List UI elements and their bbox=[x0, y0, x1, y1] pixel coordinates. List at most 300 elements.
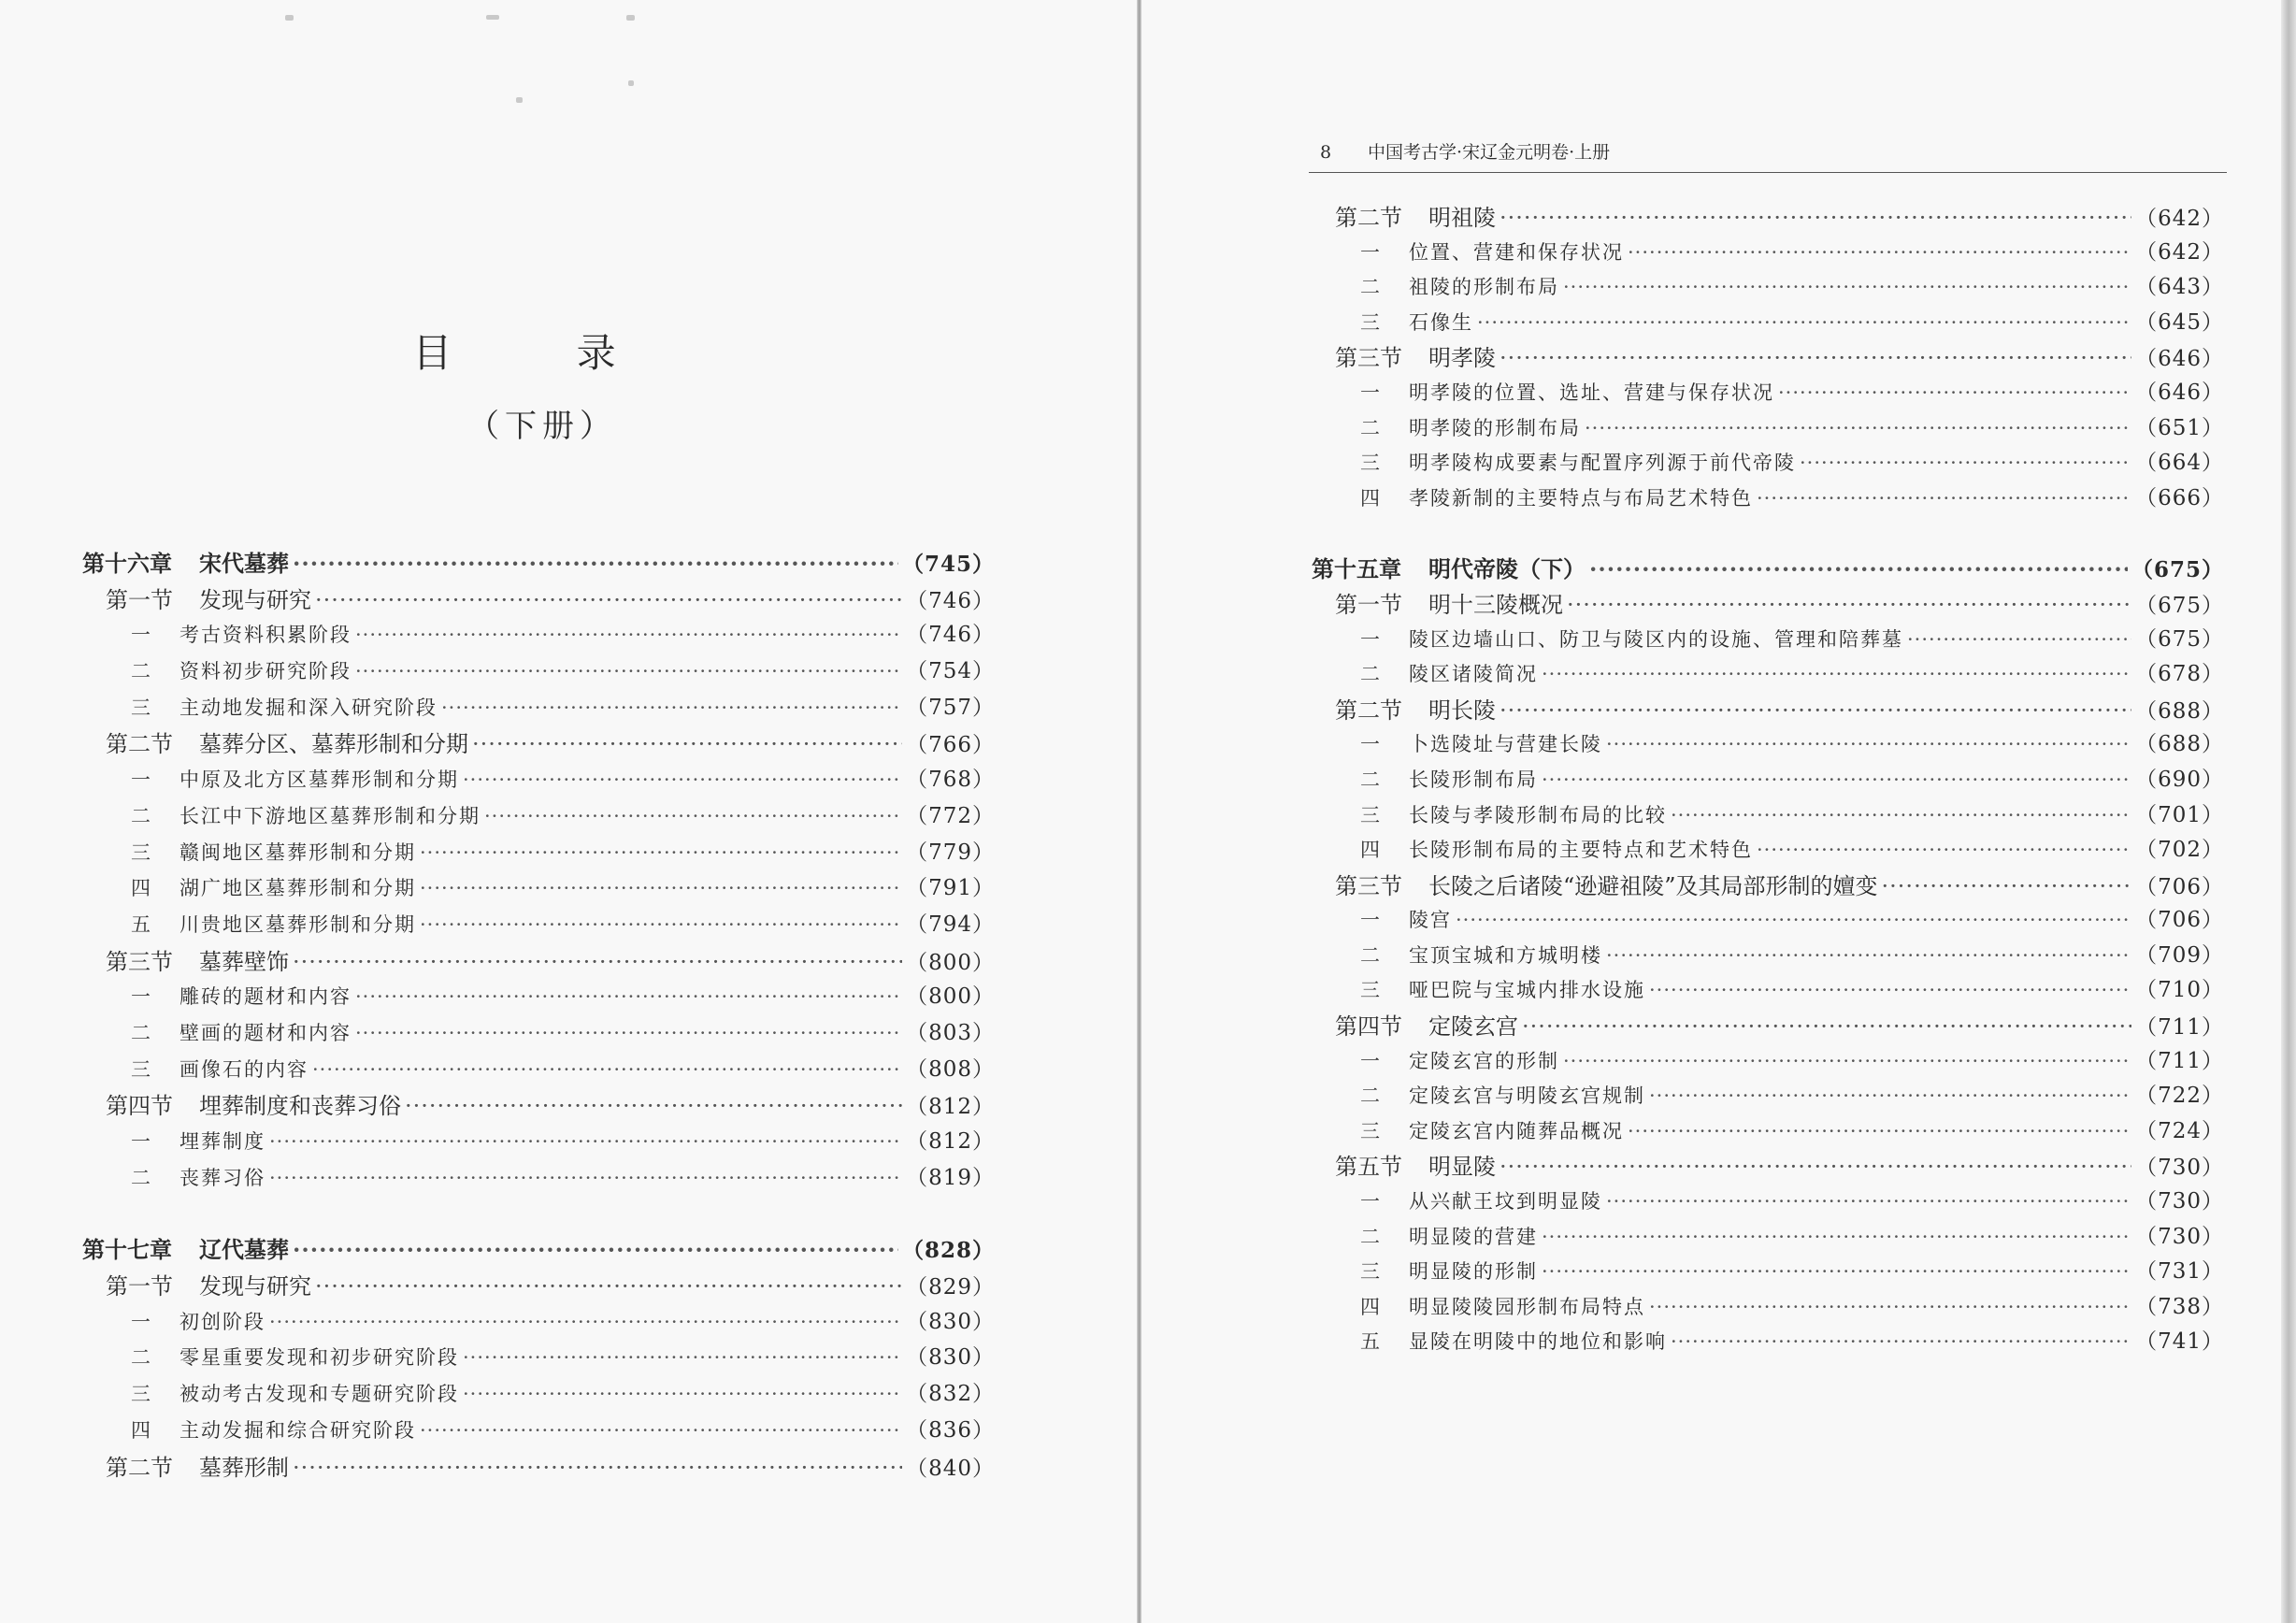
toc-entry-number: 四 bbox=[1360, 1295, 1382, 1318]
toc-entry-number: 二 bbox=[1360, 768, 1382, 791]
toc-entry-number: 二 bbox=[131, 1021, 152, 1044]
toc-leader-dots bbox=[420, 1419, 902, 1442]
toc-entry-title: 发现与研究 bbox=[199, 1273, 311, 1300]
toc-entry-number: 三 bbox=[1360, 452, 1382, 475]
toc-item-entry[interactable] bbox=[82, 1160, 995, 1197]
toc-entry-page: （690） bbox=[2135, 767, 2224, 792]
toc-gap bbox=[1312, 515, 2224, 551]
page-edge bbox=[2281, 0, 2296, 1623]
toc-entry-title: 陵区诸陵简况 bbox=[1409, 663, 1538, 686]
toc-leader-dots bbox=[1542, 768, 2131, 791]
toc-item-entry[interactable] bbox=[1312, 445, 2224, 481]
toc-leader-dots bbox=[1671, 804, 2131, 826]
toc-leader-dots bbox=[1542, 1226, 2131, 1248]
toc-entry-title: 画像石的内容 bbox=[179, 1057, 309, 1081]
toc-leader-dots bbox=[1456, 909, 2131, 931]
toc-entry-page: （738） bbox=[2135, 1294, 2224, 1319]
toc-entry-title: 明十三陵概况 bbox=[1428, 591, 1563, 618]
toc-subtitle: （下册） bbox=[467, 408, 617, 445]
toc-entry-number: 四 bbox=[1360, 839, 1382, 862]
left-page bbox=[0, 0, 1139, 1623]
toc-entry-title: 定陵玄宫与明陵玄宫规制 bbox=[1409, 1084, 1645, 1108]
toc-entry-page: （710） bbox=[2135, 978, 2224, 1003]
toc-entry-title: 哑巴院与宝城内排水设施 bbox=[1409, 979, 1645, 1002]
toc-leader-dots bbox=[484, 805, 902, 827]
toc-leader-dots bbox=[1757, 487, 2131, 510]
toc-entry-title: 壁画的题材和内容 bbox=[179, 1021, 352, 1044]
toc-entry-title: 长陵与孝陵形制布局的比较 bbox=[1409, 803, 1667, 826]
toc-section-entry[interactable] bbox=[1312, 868, 2224, 903]
toc-leader-dots bbox=[269, 1130, 902, 1153]
toc-entry-title: 明孝陵的形制布局 bbox=[1409, 416, 1581, 439]
toc-entry-title: 丧葬习俗 bbox=[179, 1166, 265, 1189]
toc-entry-number: 三 bbox=[1360, 310, 1382, 334]
toc-leader-dots bbox=[355, 624, 902, 646]
toc-leader-dots bbox=[269, 1311, 902, 1333]
toc-leader-dots bbox=[1542, 663, 2131, 685]
toc-entry-number: 三 bbox=[131, 696, 152, 719]
toc-entry-number: 二 bbox=[131, 660, 152, 683]
toc-leader-dots bbox=[1757, 839, 2131, 861]
toc-entry-title: 墓葬壁饰 bbox=[199, 948, 289, 975]
toc-leader-dots bbox=[315, 587, 902, 613]
toc-entry-number: 三 bbox=[1360, 1260, 1382, 1284]
toc-leader-dots bbox=[1649, 1084, 2131, 1107]
toc-entry-page: （794） bbox=[906, 912, 995, 937]
toc-entry-title: 湖广地区墓葬形制和分期 bbox=[179, 877, 416, 900]
toc-entry-number: 第四节 bbox=[1335, 1013, 1402, 1041]
toc-entry-page: （643） bbox=[2135, 275, 2224, 300]
toc-section-entry[interactable] bbox=[82, 1087, 995, 1124]
toc-entry-number: 第十六章 bbox=[82, 550, 172, 577]
toc-entry-number: 五 bbox=[1360, 1330, 1382, 1354]
toc-leader-dots bbox=[269, 1167, 902, 1189]
toc-entry-title: 主动发掘和综合研究阶段 bbox=[179, 1418, 416, 1442]
toc-leader-dots bbox=[1778, 381, 2131, 404]
toc-item-entry[interactable] bbox=[1312, 1219, 2224, 1255]
toc-entry-page: （757） bbox=[906, 695, 995, 720]
toc-entry-page: （675） bbox=[2135, 626, 2224, 652]
toc-entry-number: 第二节 bbox=[106, 731, 173, 758]
toc-entry-page: （711） bbox=[2135, 1015, 2224, 1041]
toc-entry-number: 三 bbox=[131, 1057, 152, 1081]
toc-leader-dots bbox=[420, 877, 902, 899]
toc-entry-title: 初创阶段 bbox=[179, 1310, 265, 1333]
toc-entry-number: 二 bbox=[131, 804, 152, 827]
toc-entry-page: （675） bbox=[2131, 557, 2224, 583]
toc-entry-page: （772） bbox=[906, 803, 995, 828]
toc-item-entry[interactable] bbox=[1312, 269, 2224, 305]
toc-entry-number: 第三节 bbox=[106, 948, 173, 975]
toc-entry-page: （766） bbox=[906, 733, 995, 758]
toc-entry-number: 第二节 bbox=[106, 1454, 173, 1481]
toc-section-entry[interactable] bbox=[82, 1268, 995, 1304]
toc-entry-title: 明祖陵 bbox=[1428, 205, 1496, 231]
toc-entry-page: （812） bbox=[906, 1129, 995, 1154]
toc-item-entry[interactable] bbox=[1312, 481, 2224, 516]
toc-entry-number: 二 bbox=[131, 1166, 152, 1189]
toc-entry-title: 发现与研究 bbox=[199, 586, 311, 613]
toc-entry-title: 赣闽地区墓葬形制和分期 bbox=[179, 840, 416, 864]
toc-entry-page: （651） bbox=[2135, 415, 2224, 440]
toc-entry-page: （803） bbox=[906, 1020, 995, 1045]
toc-leader-dots bbox=[1800, 452, 2131, 474]
toc-item-entry[interactable] bbox=[1312, 656, 2224, 692]
toc-leader-dots bbox=[405, 1093, 902, 1119]
toc-leader-dots bbox=[1567, 592, 2131, 618]
toc-entry-number: 二 bbox=[1360, 663, 1382, 686]
toc-item-entry[interactable] bbox=[82, 690, 995, 726]
toc-entry-title: 祖陵的形制布局 bbox=[1409, 276, 1559, 299]
toc-entry-number: 四 bbox=[131, 877, 152, 900]
toc-entry-number: 一 bbox=[131, 1130, 152, 1153]
toc-entry-number: 第十五章 bbox=[1312, 555, 1401, 583]
toc-item-entry[interactable] bbox=[82, 654, 995, 690]
toc-entry-number: 第十七章 bbox=[82, 1236, 172, 1264]
toc-leader-dots bbox=[1882, 873, 2132, 899]
toc-entry-title: 辽代墓葬 bbox=[199, 1236, 289, 1264]
toc-entry-title: 川贵地区墓葬形制和分期 bbox=[179, 912, 416, 936]
toc-chapter-entry[interactable] bbox=[82, 545, 995, 582]
scan-speck bbox=[626, 15, 635, 21]
toc-entry-title: 被动考古发现和专题研究阶段 bbox=[179, 1383, 459, 1406]
toc-entry-page: （840） bbox=[906, 1456, 995, 1481]
toc-entry-page: （731） bbox=[2135, 1259, 2224, 1285]
toc-entry-number: 五 bbox=[131, 912, 152, 936]
toc-section-entry[interactable] bbox=[82, 943, 995, 980]
toc-entry-number: 三 bbox=[1360, 803, 1382, 826]
toc-leader-dots bbox=[472, 731, 902, 757]
toc-entry-number: 第一节 bbox=[106, 1273, 173, 1300]
toc-entry-number: 第三节 bbox=[1335, 872, 1402, 899]
toc-section-entry[interactable] bbox=[82, 582, 995, 618]
toc-entry-page: （832） bbox=[906, 1382, 995, 1407]
toc-item-entry[interactable] bbox=[1312, 972, 2224, 1008]
toc-section-entry[interactable] bbox=[1312, 339, 2224, 375]
toc-section-entry[interactable] bbox=[1312, 692, 2224, 727]
toc-leader-dots bbox=[293, 1455, 902, 1481]
toc-entry-page: （812） bbox=[906, 1095, 995, 1120]
toc-entry-title: 定陵玄宫 bbox=[1428, 1013, 1518, 1041]
toc-item-entry[interactable] bbox=[82, 762, 995, 798]
toc-leader-dots bbox=[293, 1236, 898, 1263]
toc-section-entry[interactable] bbox=[82, 1449, 995, 1486]
toc-entry-title: 墓葬分区、墓葬形制和分期 bbox=[199, 731, 468, 758]
toc-item-entry[interactable] bbox=[1312, 1184, 2224, 1219]
toc-entry-page: （830） bbox=[906, 1345, 995, 1371]
toc-entry-page: （711） bbox=[2135, 1048, 2224, 1073]
toc-entry-page: （830） bbox=[906, 1309, 995, 1334]
toc-entry-title: 长江中下游地区墓葬形制和分期 bbox=[179, 804, 481, 827]
toc-title: 目 录 bbox=[412, 330, 672, 376]
toc-entry-title: 明显陵的营建 bbox=[1409, 1225, 1538, 1248]
toc-entry-title: 陵区边墙山口、防卫与陵区内的设施、管理和陪葬墓 bbox=[1409, 627, 1903, 651]
toc-entry-page: （645） bbox=[2135, 309, 2224, 335]
toc-entry-title: 考古资料积累阶段 bbox=[179, 624, 352, 647]
toc-entry-page: （779） bbox=[906, 840, 995, 865]
toc-entry-page: （768） bbox=[906, 768, 995, 793]
toc-entry-number: 二 bbox=[1360, 416, 1382, 439]
toc-entry-number: 一 bbox=[1360, 909, 1382, 932]
scan-speck bbox=[628, 80, 634, 86]
toc-entry-title: 零星重要发现和初步研究阶段 bbox=[179, 1346, 459, 1370]
toc-leader-dots bbox=[1606, 733, 2131, 755]
toc-entry-title: 主动地发掘和深入研究阶段 bbox=[179, 696, 438, 719]
toc-entry-page: （724） bbox=[2135, 1118, 2224, 1143]
toc-entry-page: （800） bbox=[906, 984, 995, 1010]
toc-item-entry[interactable] bbox=[82, 1413, 995, 1449]
toc-item-entry[interactable] bbox=[1312, 797, 2224, 833]
toc-leader-dots bbox=[1585, 417, 2131, 439]
scan-speck bbox=[516, 97, 523, 103]
toc-entry-number: 一 bbox=[131, 985, 152, 1009]
toc-entry-number: 二 bbox=[1360, 1225, 1382, 1248]
toc-entry-page: （688） bbox=[2135, 732, 2224, 757]
toc-item-entry[interactable] bbox=[1312, 726, 2224, 762]
toc-entry-title: 长陵形制布局 bbox=[1409, 768, 1538, 791]
toc-entry-page: （746） bbox=[906, 588, 995, 613]
toc-entry-number: 四 bbox=[131, 1418, 152, 1442]
toc-item-entry[interactable] bbox=[1312, 410, 2224, 446]
toc-entry-number: 一 bbox=[1360, 627, 1382, 651]
toc-leader-dots bbox=[1628, 241, 2131, 264]
toc-chapter-entry[interactable] bbox=[1312, 551, 2224, 586]
toc-entry-number: 第一节 bbox=[1335, 591, 1402, 618]
toc-leader-dots bbox=[1500, 697, 2131, 724]
toc-item-entry[interactable] bbox=[1312, 762, 2224, 797]
header-page-number: 8 bbox=[1320, 142, 1332, 163]
toc-leader-dots bbox=[1649, 1296, 2131, 1318]
toc-entry-page: （800） bbox=[906, 950, 995, 975]
scan-speck bbox=[285, 15, 294, 21]
toc-leader-dots bbox=[293, 949, 902, 975]
toc-entry-title: 卜选陵址与营建长陵 bbox=[1409, 733, 1602, 756]
toc-entry-number: 三 bbox=[131, 1383, 152, 1406]
toc-item-entry[interactable] bbox=[82, 979, 995, 1015]
toc-item-entry[interactable] bbox=[1312, 1324, 2224, 1359]
toc-entry-page: （706） bbox=[2135, 908, 2224, 933]
toc-entry-page: （745） bbox=[901, 552, 995, 577]
toc-item-entry[interactable] bbox=[82, 1376, 995, 1413]
toc-entry-title: 埋葬制度和丧葬习俗 bbox=[199, 1093, 401, 1120]
toc-entry-page: （828） bbox=[901, 1238, 995, 1264]
toc-entry-number: 第一节 bbox=[106, 586, 173, 613]
toc-section-entry[interactable] bbox=[1312, 199, 2224, 235]
toc-entry-title: 显陵在明陵中的地位和影响 bbox=[1409, 1330, 1667, 1354]
toc-entry-number: 二 bbox=[1360, 1084, 1382, 1108]
toc-entry-title: 从兴献王坟到明显陵 bbox=[1409, 1190, 1602, 1214]
toc-entry-page: （701） bbox=[2135, 802, 2224, 827]
toc-entry-number: 第二节 bbox=[1335, 697, 1402, 724]
toc-leader-dots bbox=[355, 1022, 902, 1044]
toc-entry-page: （754） bbox=[906, 659, 995, 684]
toc-list-right bbox=[1312, 199, 2224, 1359]
toc-item-entry[interactable] bbox=[82, 1124, 995, 1160]
toc-entry-page: （730） bbox=[2135, 1189, 2224, 1214]
toc-entry-title: 墓葬形制 bbox=[199, 1454, 289, 1481]
toc-leader-dots bbox=[355, 985, 902, 1008]
toc-entry-number: 一 bbox=[131, 624, 152, 647]
toc-item-entry[interactable] bbox=[82, 798, 995, 835]
toc-entry-page: （746） bbox=[906, 623, 995, 648]
toc-entry-number: 二 bbox=[1360, 943, 1382, 967]
toc-entry-title: 长陵之后诸陵“逊避祖陵”及其局部形制的嬗变 bbox=[1428, 872, 1878, 899]
toc-entry-title: 石像生 bbox=[1409, 310, 1473, 334]
book-gutter bbox=[1137, 0, 1141, 1623]
toc-entry-page: （709） bbox=[2135, 942, 2224, 968]
toc-leader-dots bbox=[1628, 1120, 2131, 1142]
toc-leader-dots bbox=[441, 697, 902, 719]
toc-leader-dots bbox=[1563, 276, 2131, 298]
toc-leader-dots bbox=[1477, 311, 2131, 334]
toc-item-entry[interactable] bbox=[82, 907, 995, 943]
toc-leader-dots bbox=[1589, 555, 2128, 582]
toc-leader-dots bbox=[1606, 1190, 2131, 1213]
toc-entry-title: 宝顶宝城和方城明楼 bbox=[1409, 943, 1602, 967]
toc-leader-dots bbox=[420, 913, 902, 936]
toc-gap bbox=[82, 1196, 995, 1231]
toc-entry-title: 陵宫 bbox=[1409, 909, 1452, 932]
running-header bbox=[1309, 138, 2227, 173]
toc-entry-page: （678） bbox=[2135, 662, 2224, 687]
toc-item-entry[interactable] bbox=[1312, 305, 2224, 340]
toc-entry-page: （642） bbox=[2135, 207, 2224, 231]
toc-entry-title: 雕砖的题材和内容 bbox=[179, 985, 352, 1009]
toc-item-entry[interactable] bbox=[1312, 1078, 2224, 1113]
toc-entry-page: （642） bbox=[2135, 239, 2224, 265]
toc-entry-page: （706） bbox=[2135, 874, 2224, 899]
toc-leader-dots bbox=[1522, 1013, 2131, 1040]
toc-entry-page: （722） bbox=[2135, 1084, 2224, 1109]
toc-entry-title: 位置、营建和保存状况 bbox=[1409, 240, 1624, 264]
toc-leader-dots bbox=[293, 550, 898, 577]
toc-entry-number: 第五节 bbox=[1335, 1154, 1402, 1181]
toc-entry-title: 长陵形制布局的主要特点和艺术特色 bbox=[1409, 839, 1753, 862]
toc-leader-dots bbox=[1649, 979, 2131, 1001]
toc-entry-number: 一 bbox=[1360, 240, 1382, 264]
toc-item-entry[interactable] bbox=[1312, 622, 2224, 657]
toc-item-entry[interactable] bbox=[82, 1015, 995, 1052]
scan-speck bbox=[486, 15, 499, 20]
toc-leader-dots bbox=[1606, 944, 2131, 967]
toc-item-entry[interactable] bbox=[82, 1340, 995, 1376]
toc-item-entry[interactable] bbox=[82, 1052, 995, 1088]
toc-leader-dots bbox=[312, 1058, 902, 1081]
toc-entry-title: 明孝陵构成要素与配置序列源于前代帝陵 bbox=[1409, 452, 1796, 475]
toc-entry-number: 一 bbox=[1360, 733, 1382, 756]
toc-item-entry[interactable] bbox=[82, 835, 995, 871]
toc-entry-title: 明孝陵 bbox=[1428, 345, 1496, 372]
toc-entry-page: （646） bbox=[2135, 347, 2224, 372]
toc-leader-dots bbox=[463, 768, 902, 791]
toc-entry-number: 四 bbox=[1360, 486, 1382, 510]
toc-entry-page: （829） bbox=[906, 1275, 995, 1300]
toc-item-entry[interactable] bbox=[1312, 1289, 2224, 1325]
toc-entry-page: （730） bbox=[2135, 1156, 2224, 1181]
toc-entry-number: 三 bbox=[131, 840, 152, 864]
toc-leader-dots bbox=[1500, 1154, 2131, 1180]
toc-entry-page: （730） bbox=[2135, 1224, 2224, 1249]
toc-item-entry[interactable] bbox=[1312, 902, 2224, 938]
toc-entry-page: （675） bbox=[2135, 593, 2224, 618]
toc-leader-dots bbox=[1563, 1050, 2131, 1072]
toc-entry-title: 明代帝陵（下） bbox=[1428, 555, 1586, 583]
toc-entry-number: 二 bbox=[131, 1346, 152, 1370]
toc-entry-number: 第三节 bbox=[1335, 345, 1402, 372]
toc-section-entry[interactable] bbox=[82, 725, 995, 762]
toc-list-left bbox=[82, 545, 995, 1485]
toc-leader-dots bbox=[1500, 345, 2131, 371]
toc-item-entry[interactable] bbox=[1312, 375, 2224, 410]
toc-leader-dots bbox=[1671, 1330, 2131, 1353]
toc-item-entry[interactable] bbox=[1312, 235, 2224, 270]
toc-entry-title: 孝陵新制的主要特点与布局艺术特色 bbox=[1409, 486, 1753, 510]
toc-entry-number: 一 bbox=[131, 1310, 152, 1333]
header-running-title: 中国考古学·宋辽金元明卷·上册 bbox=[1368, 142, 1611, 163]
toc-entry-page: （741） bbox=[2135, 1329, 2224, 1355]
toc-entry-number: 一 bbox=[131, 768, 152, 792]
toc-entry-title: 明显陵的形制 bbox=[1409, 1260, 1538, 1284]
toc-entry-number: 第二节 bbox=[1335, 205, 1402, 231]
toc-entry-title: 定陵玄宫内随葬品概况 bbox=[1409, 1119, 1624, 1142]
toc-entry-number: 第四节 bbox=[106, 1093, 173, 1120]
toc-entry-title: 资料初步研究阶段 bbox=[179, 660, 352, 683]
toc-entry-title: 宋代墓葬 bbox=[199, 550, 289, 577]
toc-entry-number: 一 bbox=[1360, 381, 1382, 404]
toc-section-entry[interactable] bbox=[1312, 1008, 2224, 1043]
toc-entry-title: 埋葬制度 bbox=[179, 1130, 265, 1153]
toc-leader-dots bbox=[463, 1346, 902, 1369]
toc-item-entry[interactable] bbox=[1312, 1254, 2224, 1289]
toc-leader-dots bbox=[1542, 1260, 2131, 1283]
toc-entry-page: （666） bbox=[2135, 485, 2224, 510]
toc-entry-title: 定陵玄宫的形制 bbox=[1409, 1049, 1559, 1072]
toc-leader-dots bbox=[463, 1383, 902, 1405]
toc-entry-page: （791） bbox=[906, 876, 995, 901]
toc-item-entry[interactable] bbox=[1312, 832, 2224, 868]
toc-entry-title: 明显陵 bbox=[1428, 1154, 1496, 1181]
toc-entry-title: 明长陵 bbox=[1428, 697, 1496, 724]
toc-leader-dots bbox=[1500, 205, 2131, 231]
toc-leader-dots bbox=[420, 841, 902, 864]
toc-leader-dots bbox=[355, 660, 902, 682]
toc-chapter-entry[interactable] bbox=[82, 1231, 995, 1268]
toc-item-entry[interactable] bbox=[82, 1304, 995, 1341]
toc-item-entry[interactable] bbox=[1312, 1043, 2224, 1079]
toc-entry-number: 一 bbox=[1360, 1190, 1382, 1214]
toc-section-entry[interactable] bbox=[1312, 586, 2224, 622]
toc-entry-title: 中原及北方区墓葬形制和分期 bbox=[179, 768, 459, 792]
toc-entry-number: 三 bbox=[1360, 979, 1382, 1002]
toc-item-entry[interactable] bbox=[1312, 938, 2224, 973]
toc-entry-title: 明孝陵的位置、选址、营建与保存状况 bbox=[1409, 381, 1774, 404]
toc-entry-page: （664） bbox=[2135, 451, 2224, 476]
toc-entry-title: 明显陵陵园形制布局特点 bbox=[1409, 1295, 1645, 1318]
toc-item-entry[interactable] bbox=[82, 870, 995, 907]
toc-entry-number: 三 bbox=[1360, 1119, 1382, 1142]
toc-entry-page: （688） bbox=[2135, 698, 2224, 724]
toc-entry-page: （808） bbox=[906, 1056, 995, 1082]
toc-entry-page: （819） bbox=[906, 1165, 995, 1190]
toc-leader-dots bbox=[1907, 628, 2131, 651]
toc-entry-number: 一 bbox=[1360, 1049, 1382, 1072]
toc-item-entry[interactable] bbox=[1312, 1113, 2224, 1149]
toc-entry-number: 二 bbox=[1360, 276, 1382, 299]
toc-entry-page: （836） bbox=[906, 1417, 995, 1443]
toc-entry-page: （702） bbox=[2135, 838, 2224, 863]
toc-item-entry[interactable] bbox=[82, 617, 995, 654]
toc-section-entry[interactable] bbox=[1312, 1148, 2224, 1184]
